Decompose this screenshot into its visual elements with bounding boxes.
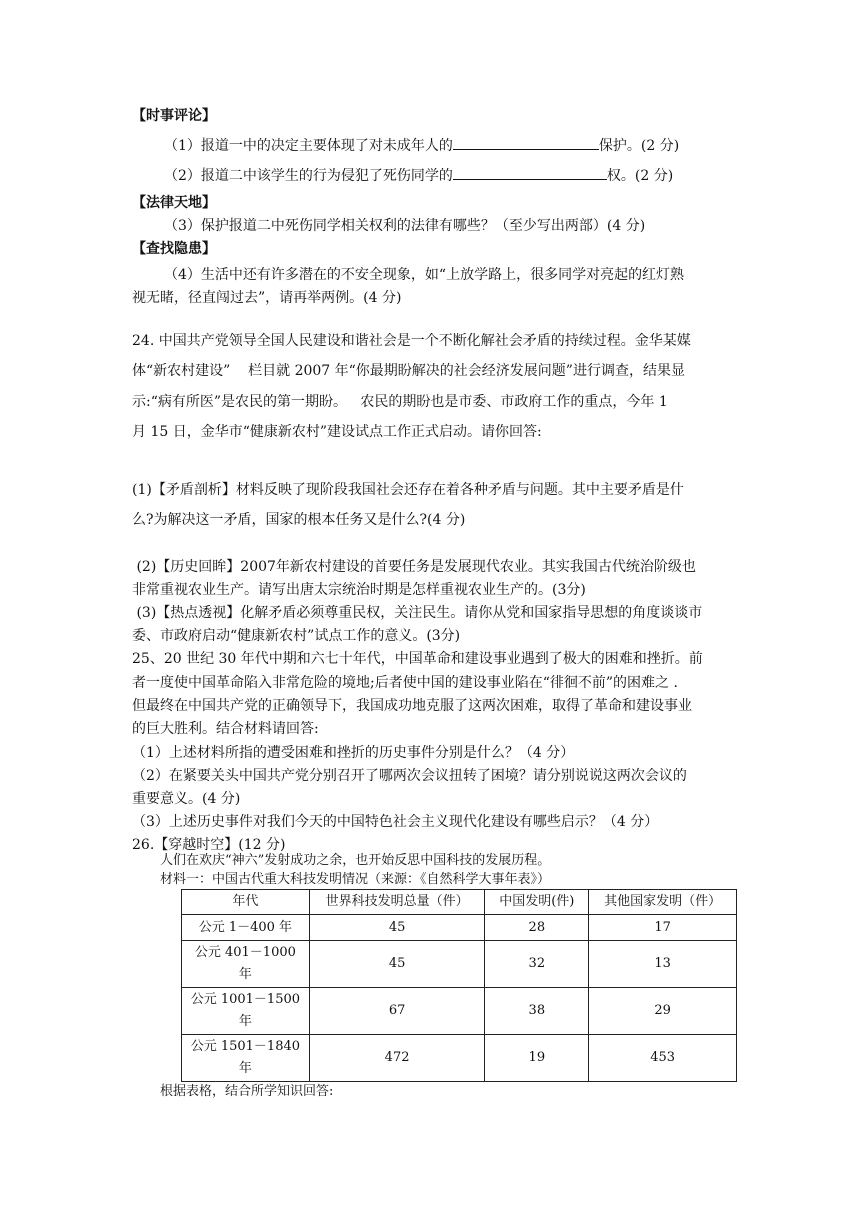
- q24-part-2-line-2: 非常重视农业生产。请写出唐太宗统治时期是怎样重视农业生产的。(3分): [132, 582, 586, 598]
- era-text-cont: 年: [238, 1014, 252, 1029]
- q25-part-2-line-2: 重要意义。(4 分): [132, 791, 241, 807]
- question-1-text: （1）报道一中的决定主要体现了对未成年人的: [164, 138, 453, 154]
- question-2: [164, 165, 673, 186]
- table-cell-world: 472: [309, 1035, 485, 1082]
- table-header-row: [182, 890, 737, 915]
- table-header-cell: 世界科技发明总量（件）: [309, 890, 485, 915]
- q24-part-1-line-1: (1)【矛盾剖析】材料反映了现阶段我国社会还存在着各种矛盾与问题。其中主要矛盾是什: [132, 482, 684, 498]
- section-heading-hazards: 【查找隐患】: [132, 241, 216, 257]
- q25-stem-line-3: 但最终在中国共产党的正确领导下，我国成功地克服了这两次困难，取得了革命和建设事业: [132, 698, 692, 714]
- table-header-cell: 年代: [182, 890, 310, 915]
- q26-footer: 根据表格，结合所学知识回答:: [160, 1084, 334, 1099]
- table-cell-era: [182, 988, 310, 1035]
- era-text: 公元 1－400 年: [198, 919, 293, 935]
- q25-stem-line-1: 25、20 世纪 30 年代中期和六七十年代，中国革命和建设事业遇到了极大的困难和挫折。前: [132, 651, 703, 667]
- q24-part-3-line-1: (3)【热点透视】化解矛盾必须尊重民权，关注民生。请你从党和国家指导思想的角度谈谈市: [132, 605, 703, 621]
- section-heading-current-affairs: 【时事评论】: [132, 108, 216, 124]
- q26-title: 26.【穿越时空】(12 分): [132, 837, 286, 853]
- table-cell-china: 19: [485, 1035, 589, 1082]
- answer-blank-2[interactable]: [453, 165, 607, 180]
- inventions-table: [181, 889, 737, 1082]
- table-cell-era: [182, 1035, 310, 1082]
- table-cell-other: 453: [589, 1035, 737, 1082]
- question-3: （3）保护报道二中死伤同学相关权利的法律有哪些？（至少写出两部）(4 分): [164, 218, 646, 234]
- table-cell-other: 13: [589, 941, 737, 988]
- q24-part-1-line-2: 么?为解决这一矛盾，国家的根本任务又是什么?(4 分): [132, 512, 466, 528]
- q25-part-1: （1）上述材料所指的遭受困难和挫折的历史事件分别是什么？（4 分）: [132, 745, 575, 761]
- table-header-cell: 中国发明(件): [485, 890, 589, 915]
- q25-part-2-line-1: （2）在紧要关头中国共产党分别召开了哪两次会议扭转了困境？请分别说说这两次会议的: [132, 768, 687, 784]
- table-cell-world: 45: [309, 941, 485, 988]
- q24-stem-line-4: 月 15 日，金华市“健康新农村”建设试点工作正式启动。请你回答:: [132, 424, 542, 440]
- table-cell-era: [182, 915, 310, 941]
- q24-stem-line-2: 体“新农村建设” 栏目就 2007 年“你最期盼解决的社会经济发展问题”进行调查，结果显: [132, 363, 685, 379]
- question-2-points: 权。(2 分): [606, 168, 674, 184]
- table-cell-world: 45: [309, 915, 485, 941]
- question-4-line-1: （4）生活中还有许多潜在的不安全现象，如“上放学路上，很多同学对亮起的红灯熟: [164, 267, 685, 283]
- q25-part-3: （3）上述历史事件对我们今天的中国特色社会主义现代化建设有哪些启示？（4 分）: [132, 814, 659, 830]
- question-4-line-2: 视无睹，径直闯过去”，请再举两例。(4 分): [132, 290, 402, 306]
- table-row: [182, 915, 737, 941]
- question-1-points: 保护。(2 分): [598, 138, 680, 154]
- q24-stem-line-1: 24. 中国共产党领导全国人民建设和谐社会是一个不断化解社会矛盾的持续过程。金华某媒: [132, 333, 691, 349]
- era-text-cont: 年: [238, 1061, 252, 1076]
- q25-stem-line-4: 的巨大胜利。结合材料请回答:: [132, 721, 319, 737]
- q26-material-caption: 材料一：中国古代重大科技发明情况（来源：《自然科学大事年表》）: [160, 872, 551, 887]
- q24-part-3-line-2: 委、市政府启动“健康新农村”试点工作的意义。(3分): [132, 628, 461, 644]
- era-text: 公元 401－1000: [194, 945, 296, 960]
- era-text: 公元 1001－1500: [190, 992, 301, 1007]
- table-cell-china: 28: [485, 915, 589, 941]
- table-cell-china: 32: [485, 941, 589, 988]
- table-cell-china: 38: [485, 988, 589, 1035]
- era-text-cont: 年: [238, 967, 252, 982]
- table-cell-other: 17: [589, 915, 737, 941]
- question-1: [164, 135, 679, 156]
- q24-stem-line-3: 示:“病有所医”是农民的第一期盼。 农民的期盼也是市委、市政府工作的重点，今年 1: [132, 394, 668, 410]
- era-text: 公元 1501－1840: [190, 1039, 301, 1054]
- table-row: [182, 941, 737, 988]
- table-row: [182, 988, 737, 1035]
- q25-stem-line-2: 者一度使中国革命陷入非常危险的境地;后者使中国的建设事业陷在“徘徊不前”的困难之 .: [132, 675, 678, 691]
- table-header-cell: 其他国家发明（件）: [589, 890, 737, 915]
- table-cell-era: [182, 941, 310, 988]
- answer-blank-1[interactable]: [453, 135, 599, 150]
- q26-intro: 人们在欢庆“神六”发射成功之余，也开始反思中国科技的发展历程。: [160, 853, 551, 868]
- table-row: [182, 1035, 737, 1082]
- section-heading-law: 【法律天地】: [132, 195, 216, 211]
- question-2-text: （2）报道二中该学生的行为侵犯了死伤同学的: [164, 168, 453, 184]
- table-cell-world: 67: [309, 988, 485, 1035]
- q24-part-2-line-1: (2)【历史回眸】2007年新农村建设的首要任务是发展现代农业。其实我国古代统治阶级也: [132, 559, 696, 575]
- table-cell-other: 29: [589, 988, 737, 1035]
